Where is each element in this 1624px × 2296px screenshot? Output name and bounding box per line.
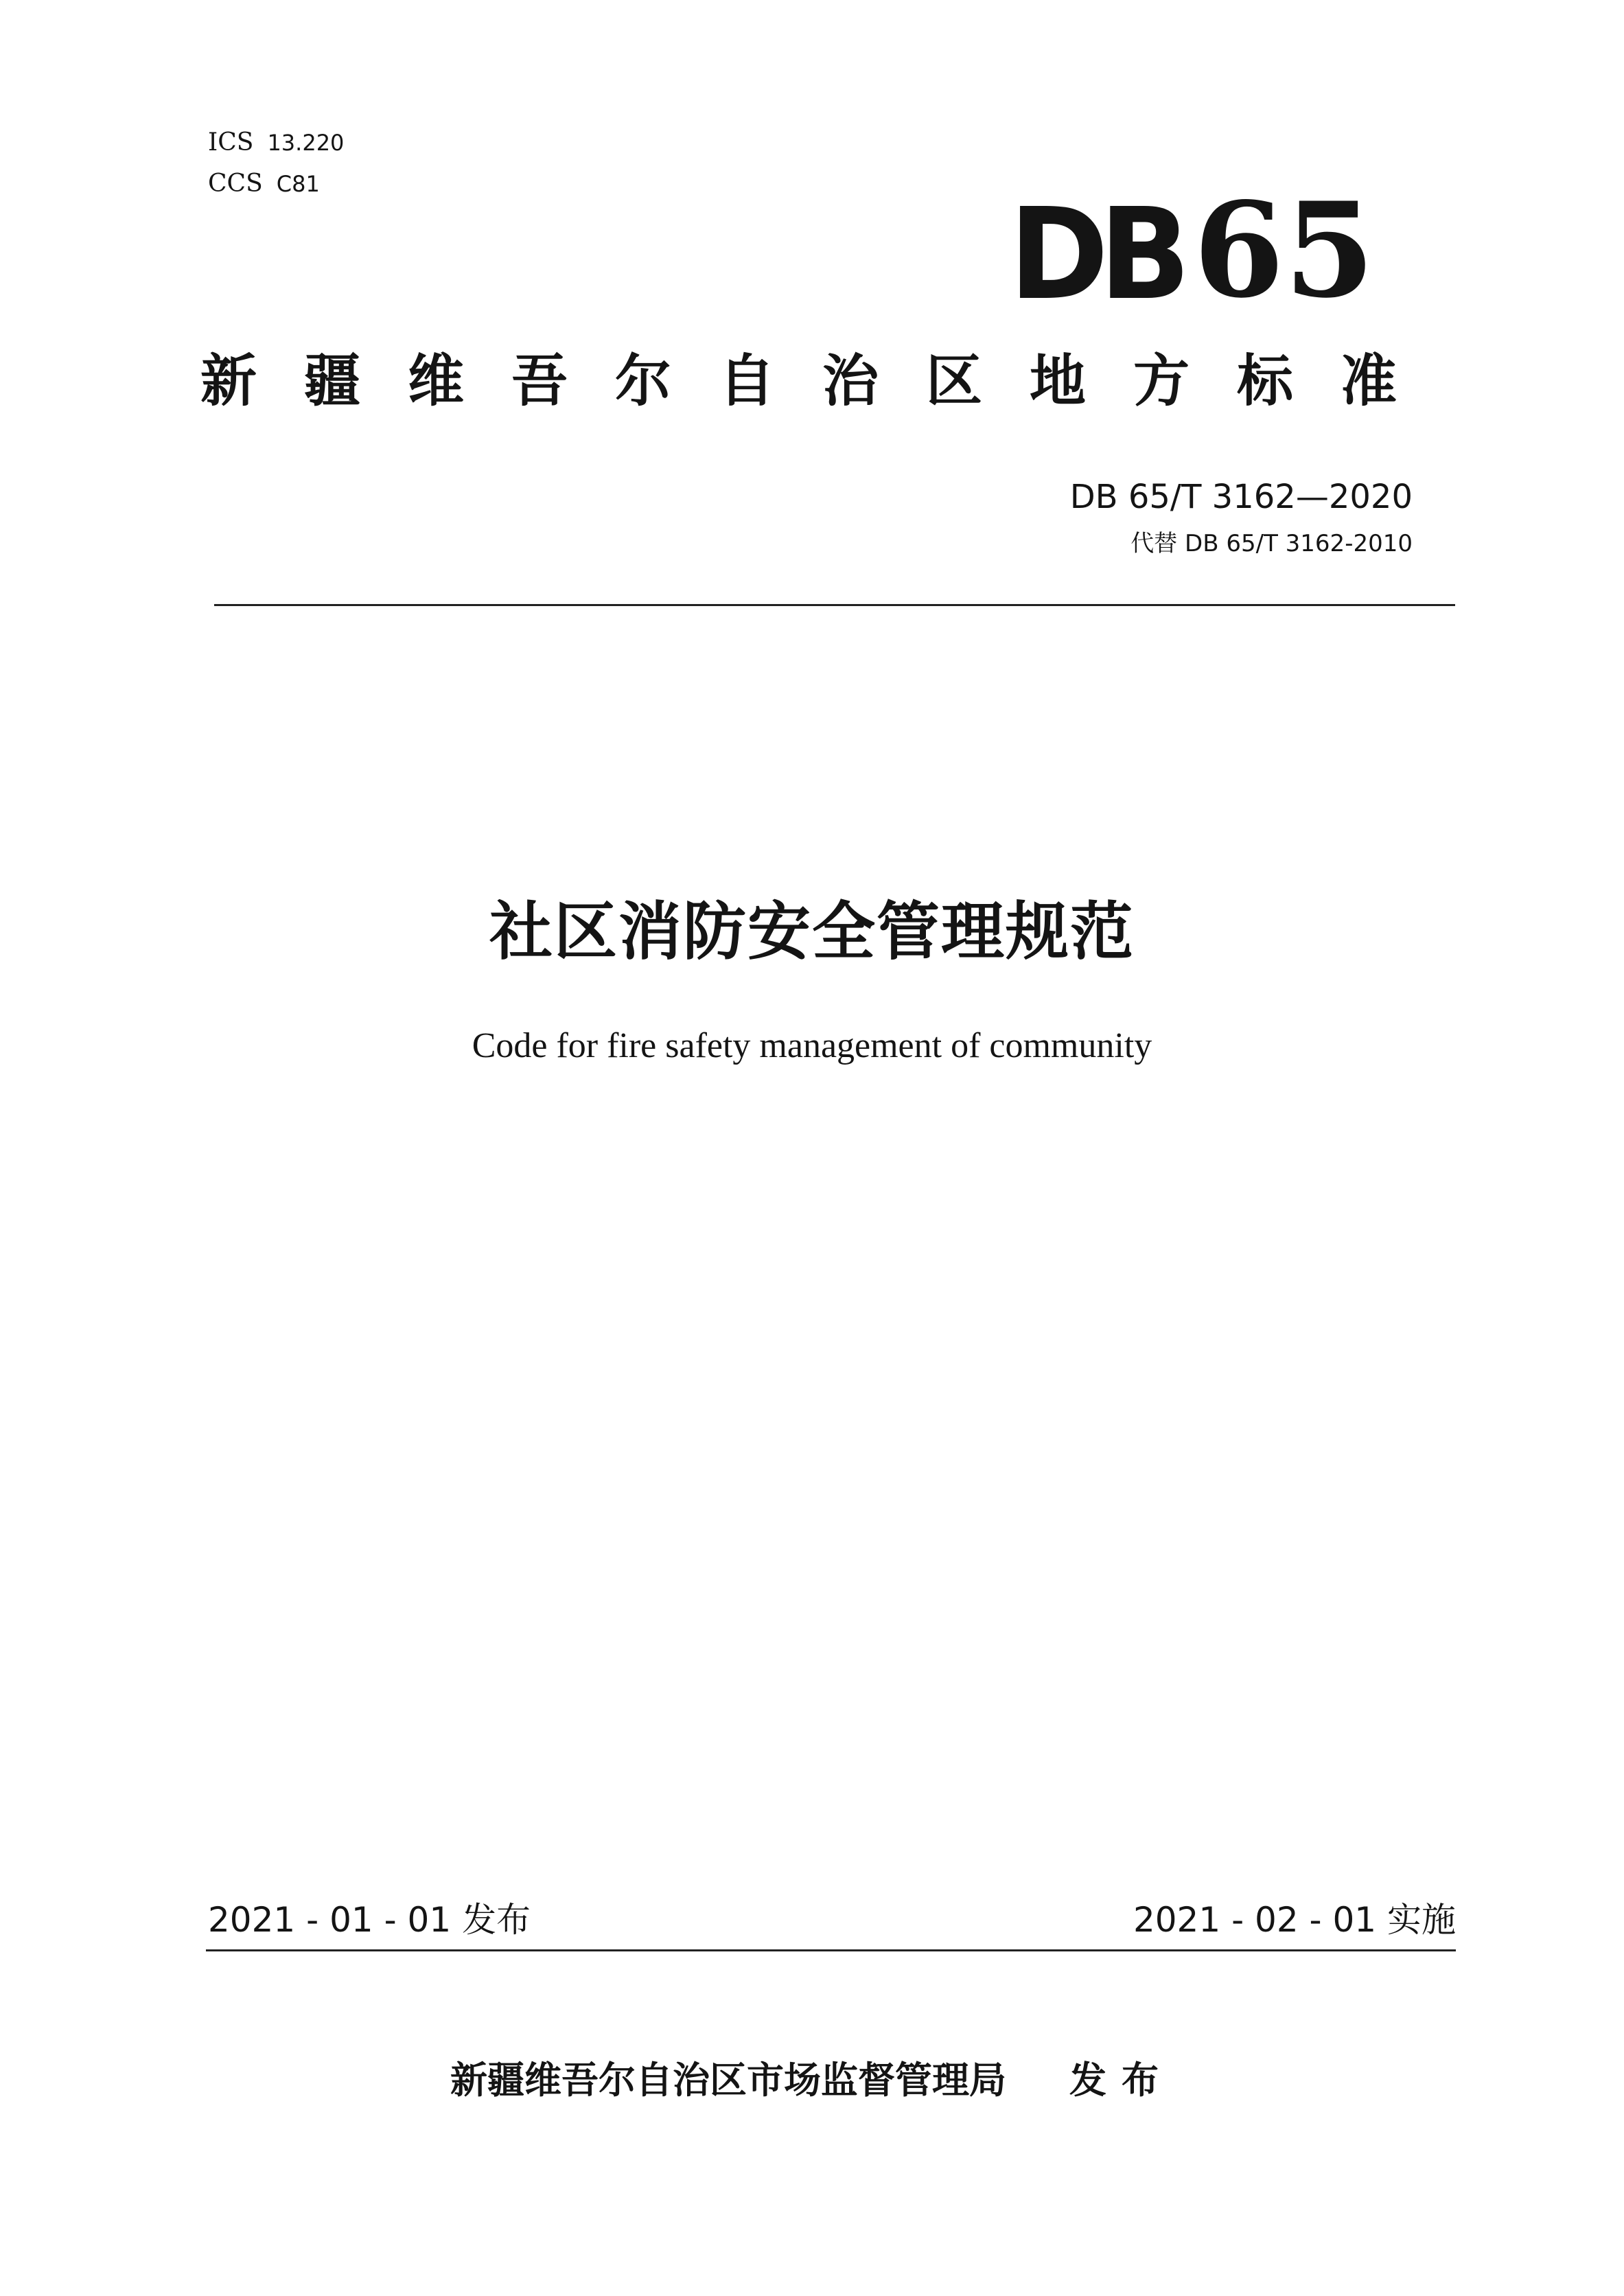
replaces-standard: 代替 DB 65/T 3162-2010 — [1130, 530, 1413, 557]
issue-date-label: 发布 — [462, 1900, 531, 1940]
issue-date-value: 2021 - 01 - 01 — [208, 1900, 452, 1940]
publisher-name: 新疆维吾尔自治区市场监督管理局 — [450, 2059, 1006, 2102]
ics-code: 13.220 — [267, 130, 345, 156]
ics-label: ICS — [208, 128, 254, 156]
ics-classification — [208, 130, 344, 155]
standard-type-heading: 新疆维吾尔自治区地方标准 — [200, 349, 1445, 414]
standard-number: DB 65/T 3162—2020 — [1069, 478, 1413, 516]
implementation-date — [1133, 1900, 1456, 1940]
document-title-zh: 社区消防安全管理规范 — [489, 895, 1135, 969]
bottom-divider — [206, 1949, 1456, 1951]
ccs-label: CCS — [208, 170, 263, 198]
db-prefix: DB — [1009, 181, 1181, 329]
implementation-date-value: 2021 - 02 - 01 — [1133, 1900, 1377, 1940]
region-code: 65 — [1193, 174, 1376, 327]
document-title-en: Code for fire safety management of community — [472, 1026, 1152, 1065]
publisher-action: 发布 — [1069, 2059, 1174, 2102]
publisher-line — [0, 2059, 1624, 2102]
db-standard-mark — [1009, 174, 1376, 329]
ccs-classification — [208, 172, 320, 196]
implementation-date-label: 实施 — [1387, 1900, 1456, 1940]
issue-date — [208, 1900, 531, 1940]
top-divider — [214, 604, 1455, 606]
ccs-code: C81 — [276, 171, 320, 197]
